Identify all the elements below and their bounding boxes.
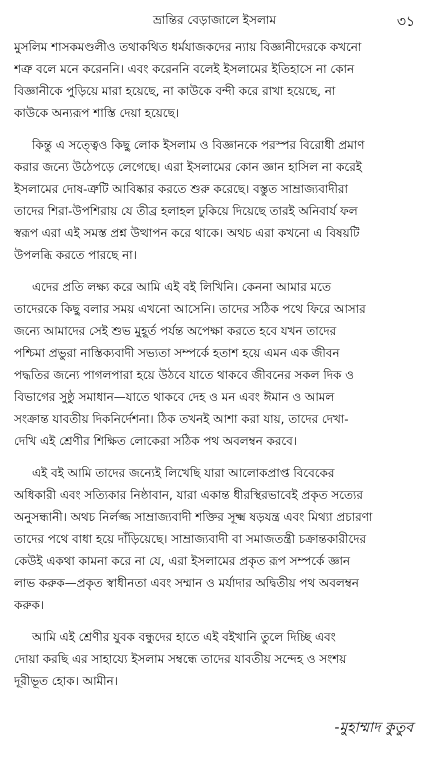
page-number: ৩১ — [396, 14, 415, 30]
text-line: কাউকে অন্যরূপ শাস্তি দেয়া হয়েছে। — [14, 106, 180, 120]
text-line: করুক। — [14, 598, 45, 612]
text-line: তাদেরকে কিছু বলার সময় এখনো আসেনি। তাদের সঠিক পথে ফিরে আসার — [14, 302, 366, 316]
text-line: পদ্ধতির জন্যে পাগলপারা হয়ে উঠবে যাতে থাকবে জীবনের সকল দিক ও — [14, 368, 354, 382]
text-line: আমি এই শ্রেণীর যুবক বন্ধুদের হাতে এই বইখানি তুলে দিচ্ছি এবং — [32, 630, 336, 644]
text-line: শত্রু বলে মনে করেননি। এবং করেননি বলেই ইসলামের ইতিহাসে না কোন — [14, 62, 355, 76]
text-line: বিভাগের সুষ্ঠু সমাধান—যাতে থাকবে দেহ ও মন এবং ঈমান ও আমল — [14, 390, 335, 404]
text-line: দেখি এই শ্রেণীর শিক্ষিত লোকেরা সঠিক পথ অবলম্বন করবে। — [14, 434, 298, 448]
running-title: ভ্রান্তির বেড়াজালে ইসলাম — [152, 13, 277, 27]
text-line: উপলব্ধি করতে পারছে না। — [14, 248, 137, 262]
text-line: ইসলামের দোষ-ত্রুটি আবিষ্কার করতে শুরু করেছে। বস্তুত সাম্রাজ্যবাদীরা — [14, 182, 348, 196]
text-line: দোয়া করছি এর সাহায্যে ইসলাম সম্বন্ধে তাদের যাবতীয় সন্দেহ ও সংশয় — [14, 652, 347, 666]
text-line: দূরীভূত হোক। আমীন। — [14, 674, 118, 688]
paragraph — [14, 626, 417, 692]
text-line: করার জন্যে উঠেপড়ে লেগেছে। এরা ইসলামের কোন জ্ঞান হাসিল না করেই — [14, 160, 362, 174]
text-line: তাদের পথে বাধা হয়ে দাঁড়িয়েছে। সাম্রাজ্যবাদী বা সমাজতন্ত্রী চক্রান্তকারীদের — [14, 532, 367, 546]
text-line: কিন্তু এ সত্ত্বেও কিছু লোক ইসলাম ও বিজ্ঞানকে পরস্পর বিরোধী প্রমাণ — [32, 138, 365, 152]
text-line: মুসলিম শাসকমণ্ডলীও তথাকথিত ধর্মযাজকদের ন্যায় বিজ্ঞানীদেরকে কখনো — [14, 40, 362, 54]
paragraph — [14, 36, 417, 124]
text-line: স্বরূপ এরা এই সমস্ত প্রশ্ন উত্থাপন করে থাকে। অথচ এরা কখনো এ বিষয়টি — [14, 226, 360, 240]
text-line: কেউই একথা কামনা করে না যে, এরা ইসলামের প্রকৃত রূপ সম্পর্কে জ্ঞান — [14, 554, 351, 568]
text-line: অধিকারী এবং সত্যিকার নিষ্ঠাবান, যারা একান্ত ধীরস্থিরভাবেই প্রকৃত সত্যের — [14, 488, 363, 502]
text-line: তাদের শিরা-উপশিরায় যে তীব্র হলাহল ঢুকিয়ে দিয়েছে তারই অনিবার্য ফল — [14, 204, 358, 218]
running-header — [14, 10, 415, 32]
text-line: পশ্চিমা প্রভুরা নাস্তিক্যবাদী সভ্যতা সম্পর্কে হতাশ হয়ে এমন এক জীবন — [14, 346, 340, 360]
text-line: লাভ করুক—প্রকৃত স্বাধীনতা এবং সম্মান ও মর্যাদার অদ্বিতীয় পথ অবলম্বন — [14, 576, 359, 590]
text-line: সংক্রান্ত যাবতীয় দিকনির্দেশনা। ঠিক তখনই আশা করা যায়, তাদের দেখা- — [14, 412, 349, 426]
paragraph — [14, 276, 417, 452]
page-body — [14, 36, 417, 702]
paragraph — [14, 134, 417, 266]
text-line: এই বই আমি তাদের জন্যেই লিখেছি যারা আলোকপ্রাপ্ত বিবেকের — [32, 466, 335, 480]
text-line: এদের প্রতি লক্ষ্য করে আমি এই বই লিখিনি। কেননা আমার মতে — [32, 280, 331, 294]
paragraph — [14, 462, 417, 616]
text-line: বিজ্ঞানীকে পুড়িয়ে মারা হয়েছে, না কাউকে বন্দী করে রাখা হয়েছে, না — [14, 84, 336, 98]
text-line: অনুসন্ধানী। অথচ নির্লজ্জ সাম্রাজ্যবাদী শক্তির সূক্ষ্ম ষড়যন্ত্র এবং মিথ্যা প্রচারণা — [14, 510, 373, 524]
author-signature: -মুহাম্মাদ কুতুব — [334, 720, 413, 736]
text-line: জন্যে আমাদের সেই শুভ মুহূর্ত পর্যন্ত অপেক্ষা করতে হবে যখন তাদের — [14, 324, 337, 338]
